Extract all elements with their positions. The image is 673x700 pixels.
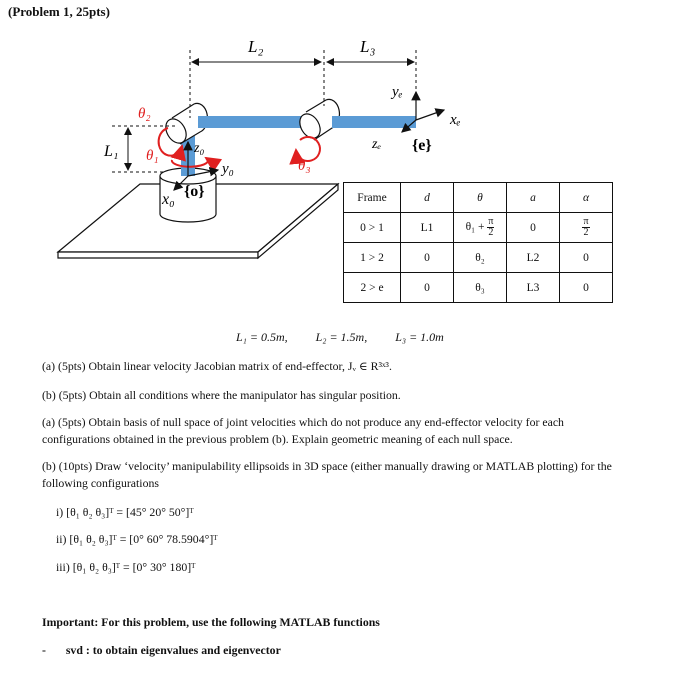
cell-theta: θ₂: [454, 243, 507, 273]
header-alpha: α: [560, 183, 613, 213]
header-frame: Frame: [344, 183, 401, 213]
cell-frame: 2 > e: [344, 273, 401, 303]
table-header-row: [344, 183, 613, 213]
label-z0: z₀: [194, 141, 205, 156]
question-a1: (a) (5pts) Obtain linear velocity Jacobian matrix of end-effector, Jᵥ ∈ R³ˣ³.: [42, 359, 392, 373]
important-note: Important: For this problem, use the following MATLAB functions: [42, 615, 380, 629]
cell-a: 0: [507, 213, 560, 243]
cell-a: L2: [507, 243, 560, 273]
label-x0: x₀: [162, 191, 175, 208]
cell-d: 0: [401, 273, 454, 303]
question-a2: (a) (5pts) Obtain basis of null space of joint velocities which do not produce any end-effector velocity for each configurations obtained in the previous problem (b). Explain geometric meaning of each null space.: [42, 415, 564, 446]
table-row: [344, 243, 613, 273]
link-2: [198, 116, 306, 128]
problem-title: (Problem 1, 25pts): [8, 4, 110, 19]
label-xe: xₑ: [450, 112, 461, 128]
cell-alpha: 0: [560, 273, 613, 303]
cell-theta: [454, 213, 507, 243]
label-L3: L₃: [360, 37, 376, 56]
cell-frame: 0 > 1: [344, 213, 401, 243]
cell-a: L3: [507, 273, 560, 303]
label-y0: y₀: [222, 161, 234, 177]
link-3: [332, 116, 416, 128]
bullet-text: svd : to obtain eigenvalues and eigenvector: [65, 643, 281, 657]
theta-prefix: θ₁ +: [465, 221, 485, 234]
label-ze: zₑ: [372, 137, 382, 152]
table-row: [344, 213, 613, 243]
length-L3: L₃ = 1.0m: [395, 330, 444, 344]
length-L2: L₂ = 1.5m,: [315, 330, 368, 344]
dh-parameter-table: [343, 182, 613, 303]
label-L2: L₂: [248, 37, 264, 56]
label-L1: L₁: [104, 143, 119, 160]
link-lengths: [236, 330, 444, 345]
cell-d: 0: [401, 243, 454, 273]
config-ii: ii) [θ₁ θ₂ θ₃]ᵀ = [0° 60° 78.5904°]ᵀ: [56, 532, 218, 546]
label-theta1: θ₁: [146, 148, 159, 164]
cell-theta: θ₃: [454, 273, 507, 303]
fraction: $\frac{\pi}{2}$: [488, 216, 494, 238]
length-L1: L₁ = 0.5m,: [236, 330, 288, 344]
label-theta3: θ₃: [298, 158, 311, 174]
header-theta: θ: [454, 183, 507, 213]
cell-alpha: 0: [560, 243, 613, 273]
label-frame-e: {e}: [412, 137, 432, 154]
bullet-dash: -: [42, 643, 46, 657]
label-theta2: θ₂: [138, 106, 151, 122]
question-b1: (b) (5pts) Obtain all conditions where the manipulator has singular position.: [42, 388, 401, 402]
config-i: i) [θ₁ θ₂ θ₃]ᵀ = [45° 20° 50°]ᵀ: [56, 505, 194, 519]
header-d: d: [401, 183, 454, 213]
cell-frame: 1 > 2: [344, 243, 401, 273]
header-a: a: [507, 183, 560, 213]
fraction: $\frac{\pi}{2}$: [583, 216, 589, 238]
question-b2: (b) (10pts) Draw ‘velocity’ manipulability ellipsoids in 3D space (either manually drawing or MATLAB plotting) for the following configurations: [42, 459, 612, 490]
table-row: [344, 273, 613, 303]
label-frame-0: {o}: [184, 183, 205, 200]
cell-d: L1: [401, 213, 454, 243]
end-effector-axes: [402, 92, 444, 132]
config-iii: iii) [θ₁ θ₂ θ₃]ᵀ = [0° 30° 180]ᵀ: [56, 560, 196, 574]
label-ye: yₑ: [392, 84, 403, 100]
cell-alpha: [560, 213, 613, 243]
bullet-item: [42, 643, 281, 658]
